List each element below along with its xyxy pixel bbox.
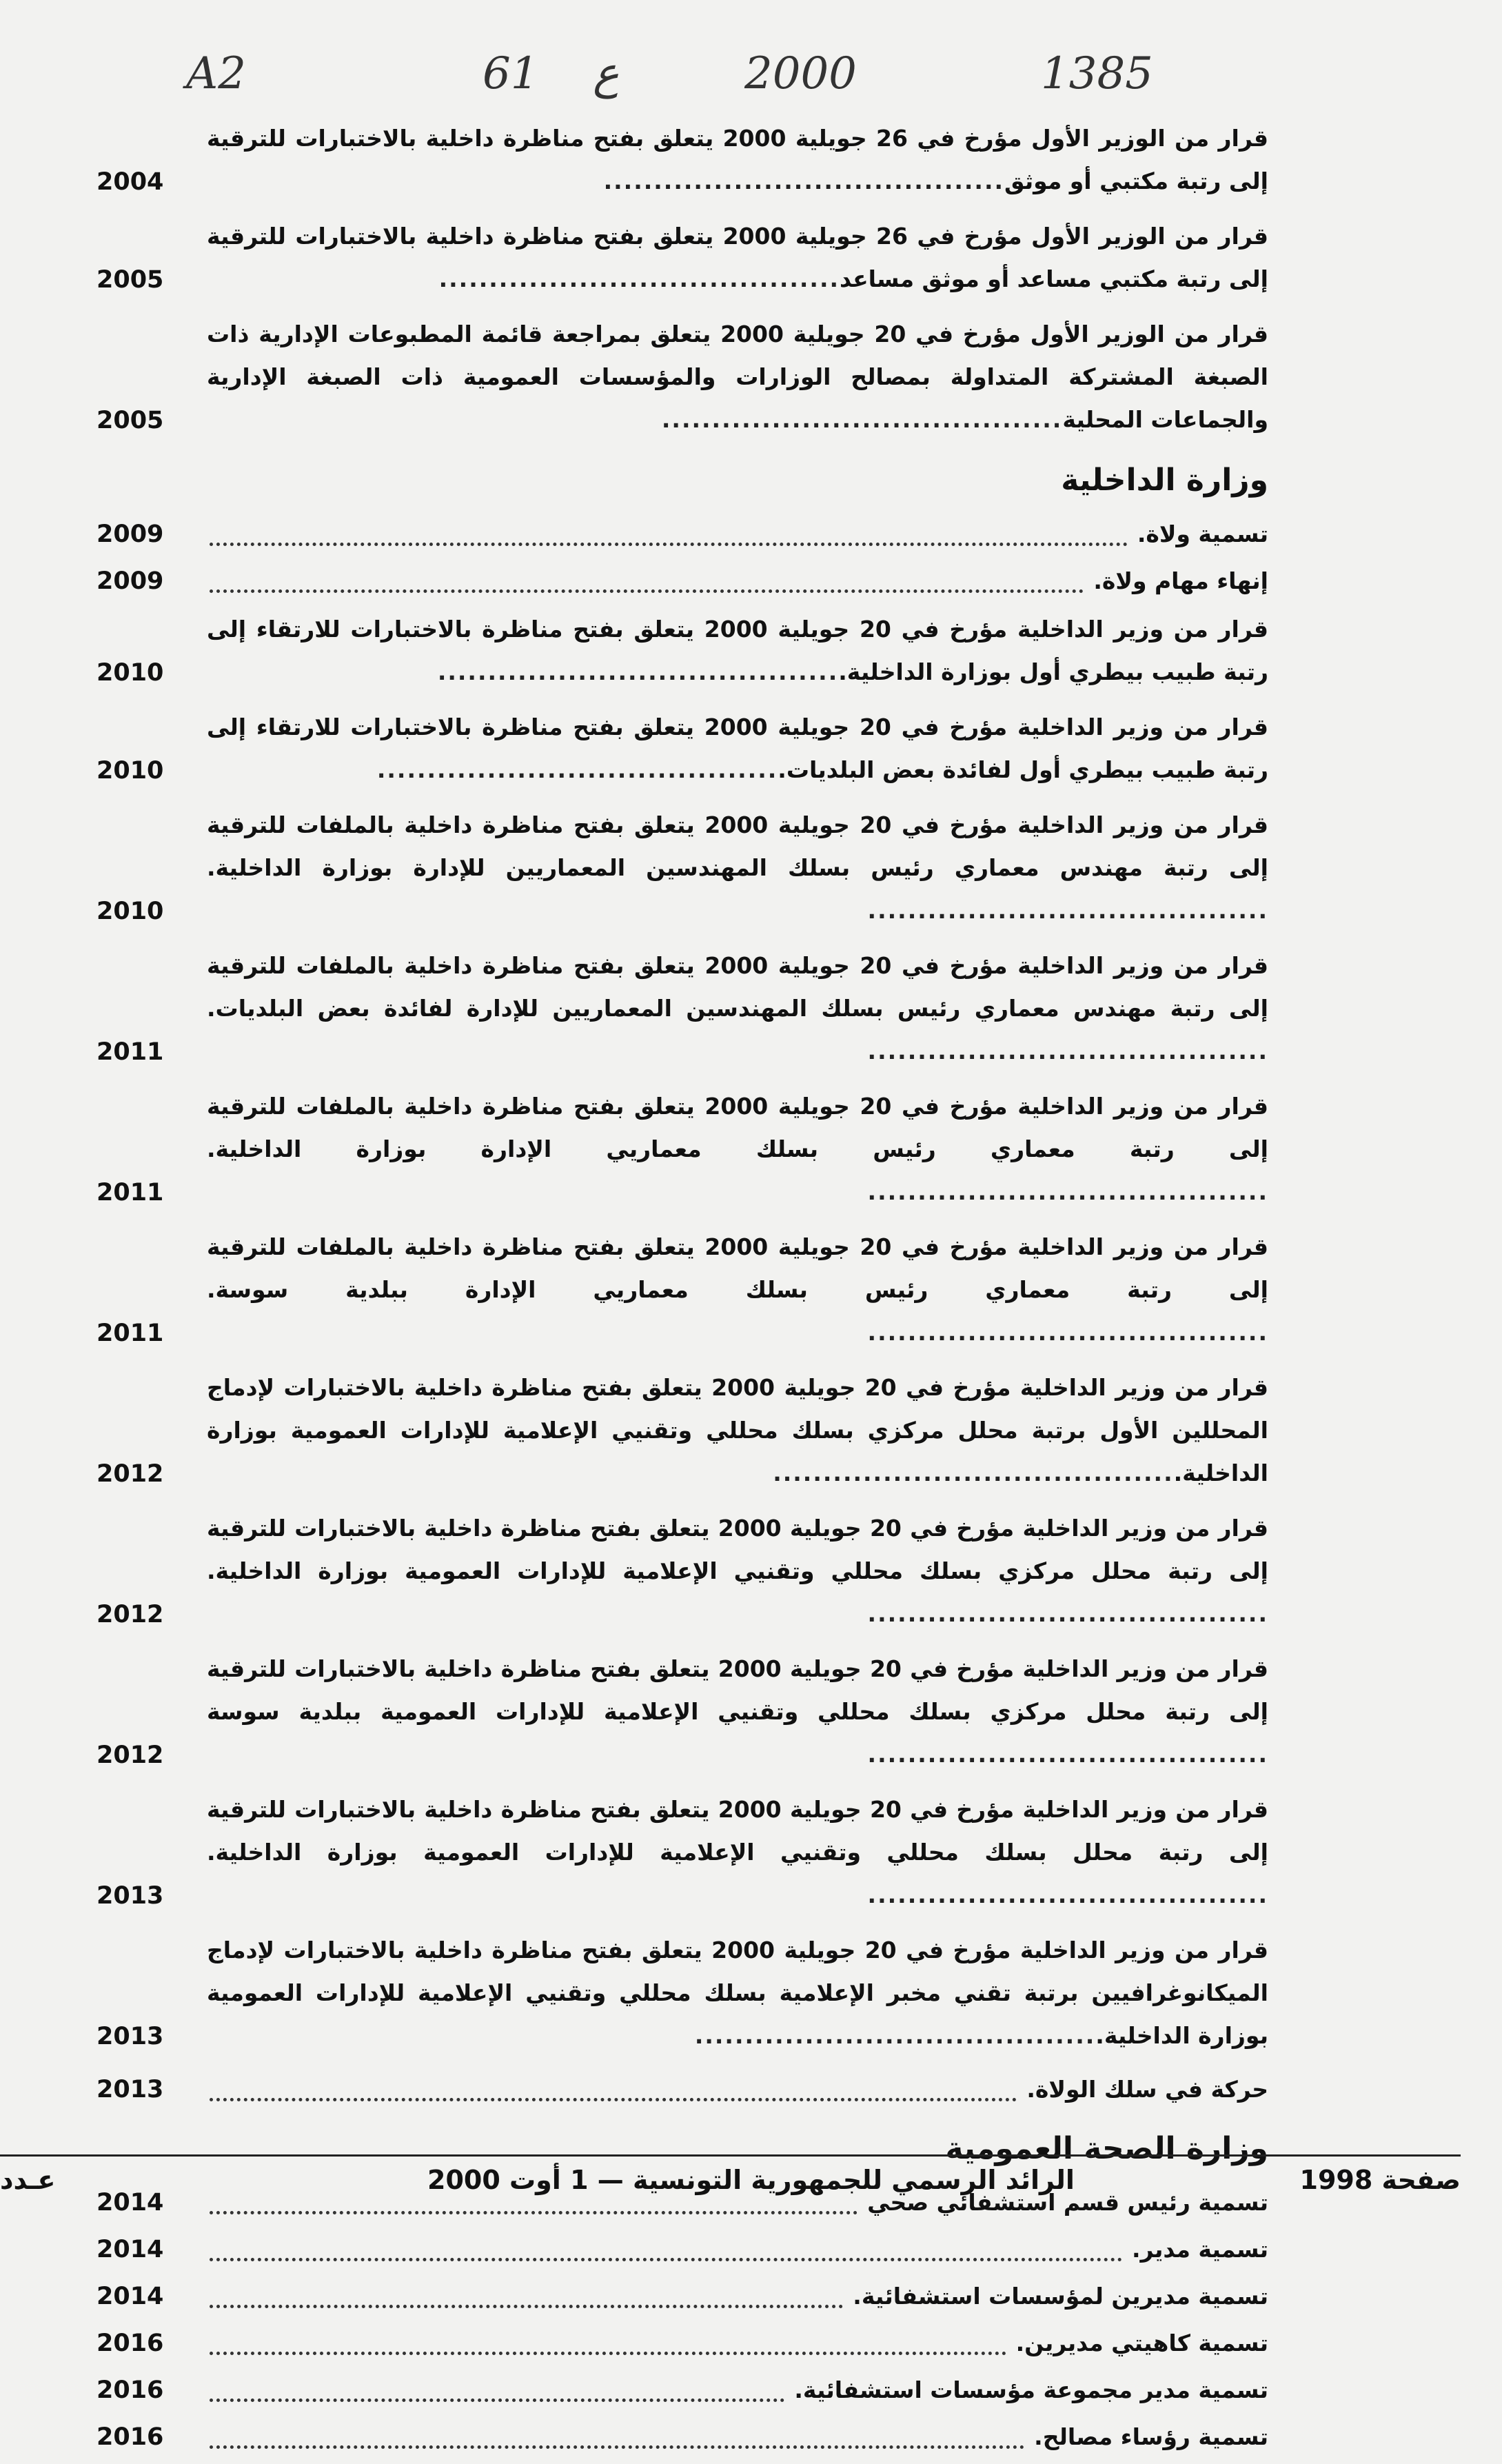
toc-entry (97, 1788, 1268, 1917)
entry-text: تسمية مديرين لمؤسسات استشفائية. (853, 2283, 1268, 2310)
dot-leader: ........................................ (438, 265, 840, 292)
dot-leader (210, 2239, 1122, 2261)
page-number: 2016 (97, 2376, 164, 2404)
dot-leader (210, 2379, 784, 2402)
handwritten-annotations (0, 48, 1502, 110)
toc-entry (97, 1366, 1268, 1495)
toc-entry (97, 514, 1268, 554)
toc-entry (97, 1648, 1268, 1776)
toc-entry (97, 1929, 1268, 2057)
page-number: 2016 (97, 2330, 164, 2357)
dot-leader (210, 2285, 843, 2308)
entry-text: قرار من وزير الداخلية مؤرخ في 20 جويلية 2000 يتعلق بفتح مناظرة داخلية بالملفات للترقية إلى رتبة مهندس معماري رئيس بسلك المهندسين المعماريين للإدارة لفائدة بعض البلديات......................................... (207, 945, 1268, 1073)
dot-leader: ........................................ (437, 658, 839, 685)
toc-entry (97, 706, 1268, 791)
dot-leader (210, 2332, 1006, 2355)
entry-text: قرار من وزير الداخلية مؤرخ في 20 جويلية 2000 يتعلق بفتح مناظرة داخلية بالاختبارات لإدماج المحللين الأول برتبة محلل مركزي بسلك محللي وتقنيي الإعلامية للإدارات العمومية بوزارة الداخلية......................................... (207, 1366, 1268, 1495)
entry-text: قرار من الوزير الأول مؤرخ في 26 جويلية 2000 يتعلق بفتح مناظرة داخلية بالاختبارات للترقية إلى رتبة مكتبي مساعد أو موثق مساعد........................................ (207, 215, 1268, 301)
page-number: 2011 (97, 1179, 164, 1206)
page-label: صفحة 1998 (1299, 2165, 1461, 2195)
dot-leader: ........................................ (867, 1038, 1268, 1064)
toc-entry (97, 1085, 1268, 1213)
entry-text: قرار من الوزير الأول مؤرخ في 26 جويلية 2000 يتعلق بفتح مناظرة داخلية بالاختبارات للترقية إلى رتبة مكتبي أو موثق........................................ (207, 117, 1268, 203)
page-number: 2005 (97, 407, 164, 434)
dot-leader: ........................................ (376, 756, 778, 783)
dot-leader: ........................................ (773, 1460, 1174, 1486)
page-number: 2009 (97, 521, 164, 548)
journal-title: الرائد الرسمي للجمهورية التونسية — 1 أوت 2000 (427, 2165, 1075, 2195)
dot-leader (210, 2079, 1017, 2101)
page-number: 2014 (97, 2283, 164, 2310)
section-heading-interior: وزارة الداخلية (1061, 463, 1268, 498)
page-number: 2013 (97, 2076, 164, 2103)
toc-entry (97, 313, 1268, 441)
dot-leader (210, 523, 1128, 546)
entry-text: قرار من وزير الداخلية مؤرخ في 20 جويلية 2000 يتعلق بفتح مناظرة داخلية بالاختبارات للترقية إلى رتبة محلل مركزي بسلك محللي وتقنيي الإعلامية للإدارات العمومية بوزارة الداخلية......................................... (207, 1507, 1268, 1635)
toc-entry (97, 2230, 1268, 2270)
page-number: 2014 (97, 2189, 164, 2216)
toc-entry (97, 2323, 1268, 2363)
toc-entry (97, 945, 1268, 1073)
toc-entry (97, 117, 1268, 203)
page-number: 2010 (97, 757, 164, 785)
handwritten-note-3: ع (593, 48, 620, 99)
toc-entry (97, 2276, 1268, 2316)
dot-leader: ........................................ (867, 1319, 1268, 1346)
dot-leader: ........................................ (661, 406, 1063, 433)
page-number: 2016 (97, 2423, 164, 2451)
entry-text: تسمية كاهيتي مديرين. (1015, 2330, 1268, 2356)
handwritten-note-2: 61 (483, 48, 539, 99)
entry-text: قرار من وزير الداخلية مؤرخ في 20 جويلية 2000 يتعلق بفتح مناظرة داخلية بالاختبارات للترقية إلى رتبة محلل مركزي بسلك محللي وتقنيي الإعلامية للإدارات العمومية ببلدية سوسة........................................ (207, 1648, 1268, 1776)
dot-leader: ........................................ (867, 1741, 1268, 1768)
toc-entry (97, 1507, 1268, 1635)
entry-text: إنهاء مهام ولاة. (1093, 567, 1268, 594)
page-number: 2010 (97, 898, 164, 925)
footer-divider (0, 2154, 1461, 2157)
toc-entry (97, 561, 1268, 601)
entry-text: تسمية رئيس قسم استشفائي صحي (867, 2189, 1268, 2216)
handwritten-note-5: 1385 (1041, 48, 1153, 99)
entry-text: قرار من وزير الداخلية مؤرخ في 20 جويلية 2000 يتعلق بفتح مناظرة بالاختبارات للارتقاء إلى رتبة طبيب بيطري أول بوزارة الداخلية......................................... (207, 608, 1268, 694)
dot-leader (210, 570, 1084, 593)
dot-leader: ........................................ (694, 2022, 1096, 2049)
page-footer (0, 2165, 1502, 2213)
entry-text: قرار من وزير الداخلية مؤرخ في 20 جويلية 2000 يتعلق بفتح مناظرة داخلية بالملفات للترقية إلى رتبة معماري رئيس بسلك معماريي الإدارة بوزارة الداخلية......................................... (207, 1085, 1268, 1213)
toc-entry (97, 1226, 1268, 1354)
entry-text: قرار من وزير الداخلية مؤرخ في 20 جويلية 2000 يتعلق بفتح مناظرة داخلية بالاختبارات لإدماج الميكانوغرافيين برتبة تقني مخبر الإعلامية بسلك محللي وتقنيي الإعلامية للإدارات العمومية بوزارة الداخلية......................................... (207, 1929, 1268, 2057)
page-number: 2013 (97, 1882, 164, 1910)
dot-leader: ........................................ (867, 1600, 1268, 1627)
page-number: 2004 (97, 168, 164, 196)
entry-text: قرار من وزير الداخلية مؤرخ في 20 جويلية 2000 يتعلق بفتح مناظرة بالاختبارات للارتقاء إلى رتبة طبيب بيطري أول لفائدة بعض البلديات......................................... (207, 706, 1268, 791)
toc-entry (97, 215, 1268, 301)
toc-entry (97, 608, 1268, 694)
section-heading-health: وزارة الصحة العمومية (945, 2131, 1268, 2166)
entry-text: قرار من وزير الداخلية مؤرخ في 20 جويلية 2000 يتعلق بفتح مناظرة داخلية بالاختبارات للترقية إلى رتبة محلل بسلك محللي وتقنيي الإعلامية للإدارات العمومية بوزارة الداخلية......................................... (207, 1788, 1268, 1917)
entry-text: تسمية مدير. (1131, 2236, 1268, 2263)
page-number: 2009 (97, 567, 164, 595)
dot-leader: ........................................ (867, 1178, 1268, 1205)
dot-leader: ........................................ (867, 897, 1268, 924)
entry-text: حركة في سلك الولاة. (1026, 2076, 1268, 2103)
toc-entry (97, 2417, 1268, 2457)
toc-entry (97, 2070, 1268, 2110)
page-number: 2005 (97, 266, 164, 294)
entry-text: قرار من الوزير الأول مؤرخ في 20 جويلية 2000 يتعلق بمراجعة قائمة المطبوعات الإدارية ذات الصبغة المشتركة المتداولة بمصالح الوزارات والمؤسسات العمومية ذات الصبغة الإدارية والجماعات المحلية........................................ (207, 313, 1268, 441)
entry-text: قرار من وزير الداخلية مؤرخ في 20 جويلية 2000 يتعلق بفتح مناظرة داخلية بالملفات للترقية إلى رتبة معماري رئيس بسلك معماريي الإدارة ببلدية سوسة......................................... (207, 1226, 1268, 1354)
dot-leader: ........................................ (603, 168, 1005, 194)
entry-text: قرار من وزير الداخلية مؤرخ في 20 جويلية 2000 يتعلق بفتح مناظرة داخلية بالملفات للترقية إلى رتبة مهندس معماري رئيس بسلك المهندسين المعماريين للإدارة بوزارة الداخلية......................................... (207, 804, 1268, 932)
handwritten-note-1: A2 (186, 48, 246, 99)
dot-leader: ........................................ (867, 1881, 1268, 1908)
page-number: 2011 (97, 1320, 164, 1347)
entry-text: تسمية مدير مجموعة مؤسسات استشفائية. (794, 2376, 1268, 2403)
page-number: 2014 (97, 2236, 164, 2263)
page-number: 2012 (97, 1741, 164, 1769)
issue-label: عـدد (0, 2165, 56, 2195)
dot-leader (210, 2426, 1024, 2449)
page-number: 2010 (97, 659, 164, 687)
page-number: 2012 (97, 1460, 164, 1488)
page-number: 2013 (97, 2023, 164, 2050)
table-of-contents (97, 117, 1268, 2464)
page-number: 2011 (97, 1038, 164, 1066)
toc-entry (97, 804, 1268, 932)
toc-entry (97, 2370, 1268, 2410)
entry-text: تسمية رؤساء مصالح. (1034, 2423, 1268, 2450)
handwritten-note-4: 2000 (744, 48, 857, 99)
entry-text: تسمية ولاة. (1137, 521, 1268, 547)
page-number: 2012 (97, 1601, 164, 1628)
